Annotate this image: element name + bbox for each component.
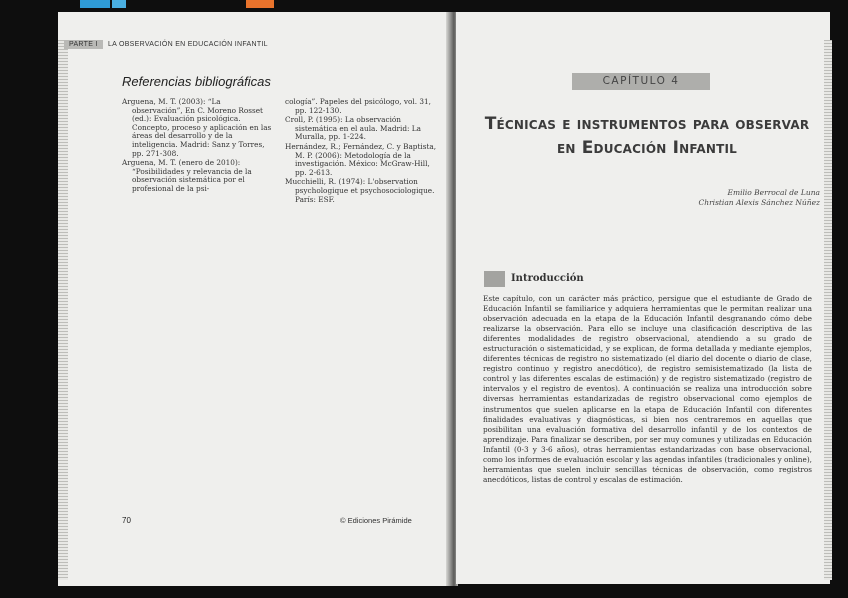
bookmark-ribbon-blue-2 (112, 0, 126, 8)
references-column-1 (122, 98, 272, 195)
running-head-title: LA OBSERVACIÓN EN EDUCACIÓN INFANTIL (107, 41, 268, 48)
reference-item: Arguena, M. T. (enero de 2010): “Posibilidades y relevancia de la observación sistemática por el profesional de la psi- (122, 158, 252, 193)
reference-item: Croll, P. (1995): La observación sistemática en el aula. Madrid: La Muralla, pp. 1-224. (285, 115, 422, 142)
section-heading (484, 271, 584, 287)
publisher-footer: © Ediciones Pirámide (340, 516, 412, 525)
page-number: 70 (122, 516, 131, 525)
introduction-paragraph: Este capítulo, con un carácter más práctico, persigue que el estudiante de Grado de Educación Infantil se familiarice y adquiera herramientas que le permitan realizar una observación adecuada en la etapa de la Educación Infantil desgranando cómo debe realizarse la observación. Para ello se incluye una clasificación descriptiva de las diferentes modalidades de registro observacional, atendiendo a su grado de estructuración o sistematicidad, y se explican, de forma detallada y mediante ejemplos, diferentes técnicas de registro no sistematizado (el diario del docente o diario de clase, registro continuo y registro anecdótico), de registro semisistematizado (la lista de control y las diferentes escalas de estimación) y de registro sistematizado (registro de intervalos y el registro de eventos). A continuación se realiza una introducción sobre diversas herramientas estandarizadas de registro observacional como ejemplos de instrumentos que suelen aplicarse en la etapa de Educación Infantil con diferentes finalidades evaluativas y diagnósticas, si bien nos centraremos en aquellas que posibilitan una evaluación formativa del desarrollo infantil y de los contextos de aprendizaje. Para finalizar se describen, por ser muy comunes y utilizadas en Educación Infantil (0-3 y 3-6 años), otras herramientas estandarizadas con base observacional, como los informes de evaluación escolar y las agendas infantiles (tradicionales y online), herramientas que suelen incluir sencillas técnicas de observación, como registros anecdóticos, listas de control y escalas de estimación. (483, 294, 812, 484)
chapter-title (466, 112, 828, 160)
reference-item: Hernández, R.; Fernández, C. y Baptista, M. P. (2006): Metodología de la investigación. México: McGraw-Hill, pp. 2-613. (285, 141, 437, 177)
chapter-label: CAPÍTULO 4 (572, 73, 710, 90)
bookmark-ribbon-orange (246, 0, 274, 8)
left-page-edge (58, 40, 68, 580)
reference-item: Arguena, M. T. (2003): “La observación”, En C. Moreno Rosset (ed.): Evaluación psicológica. Concepto, proceso y aplicación en las áreas del desarrollo y de la inteligencia. Madrid: Sanz y Torres, pp. 271-308. (122, 97, 272, 158)
chapter-title-line-1: Técnicas e instrumentos para observar (484, 114, 810, 134)
chapter-authors (600, 188, 820, 208)
references-column-2 (285, 98, 437, 205)
section-marker-icon (484, 271, 505, 287)
bookmark-ribbon-blue (80, 0, 110, 8)
reference-item: Mucchielli, R. (1974): L'observation psychologique et psychosociologique. París: ESF. (285, 177, 435, 204)
author-name: Emilio Berrocal de Luna (727, 188, 820, 197)
section-heading-text: Introducción (511, 273, 584, 284)
chapter-title-line-2: en Educación Infantil (556, 138, 738, 158)
running-head (64, 40, 268, 50)
part-badge: PARTE I (64, 40, 103, 49)
references-title: Referencias bibliográficas (122, 74, 271, 89)
author-name: Christian Alexis Sánchez Núñez (698, 198, 820, 207)
reference-item: cología”. Papeles del psicólogo, vol. 31, pp. 122-130. (285, 97, 431, 115)
